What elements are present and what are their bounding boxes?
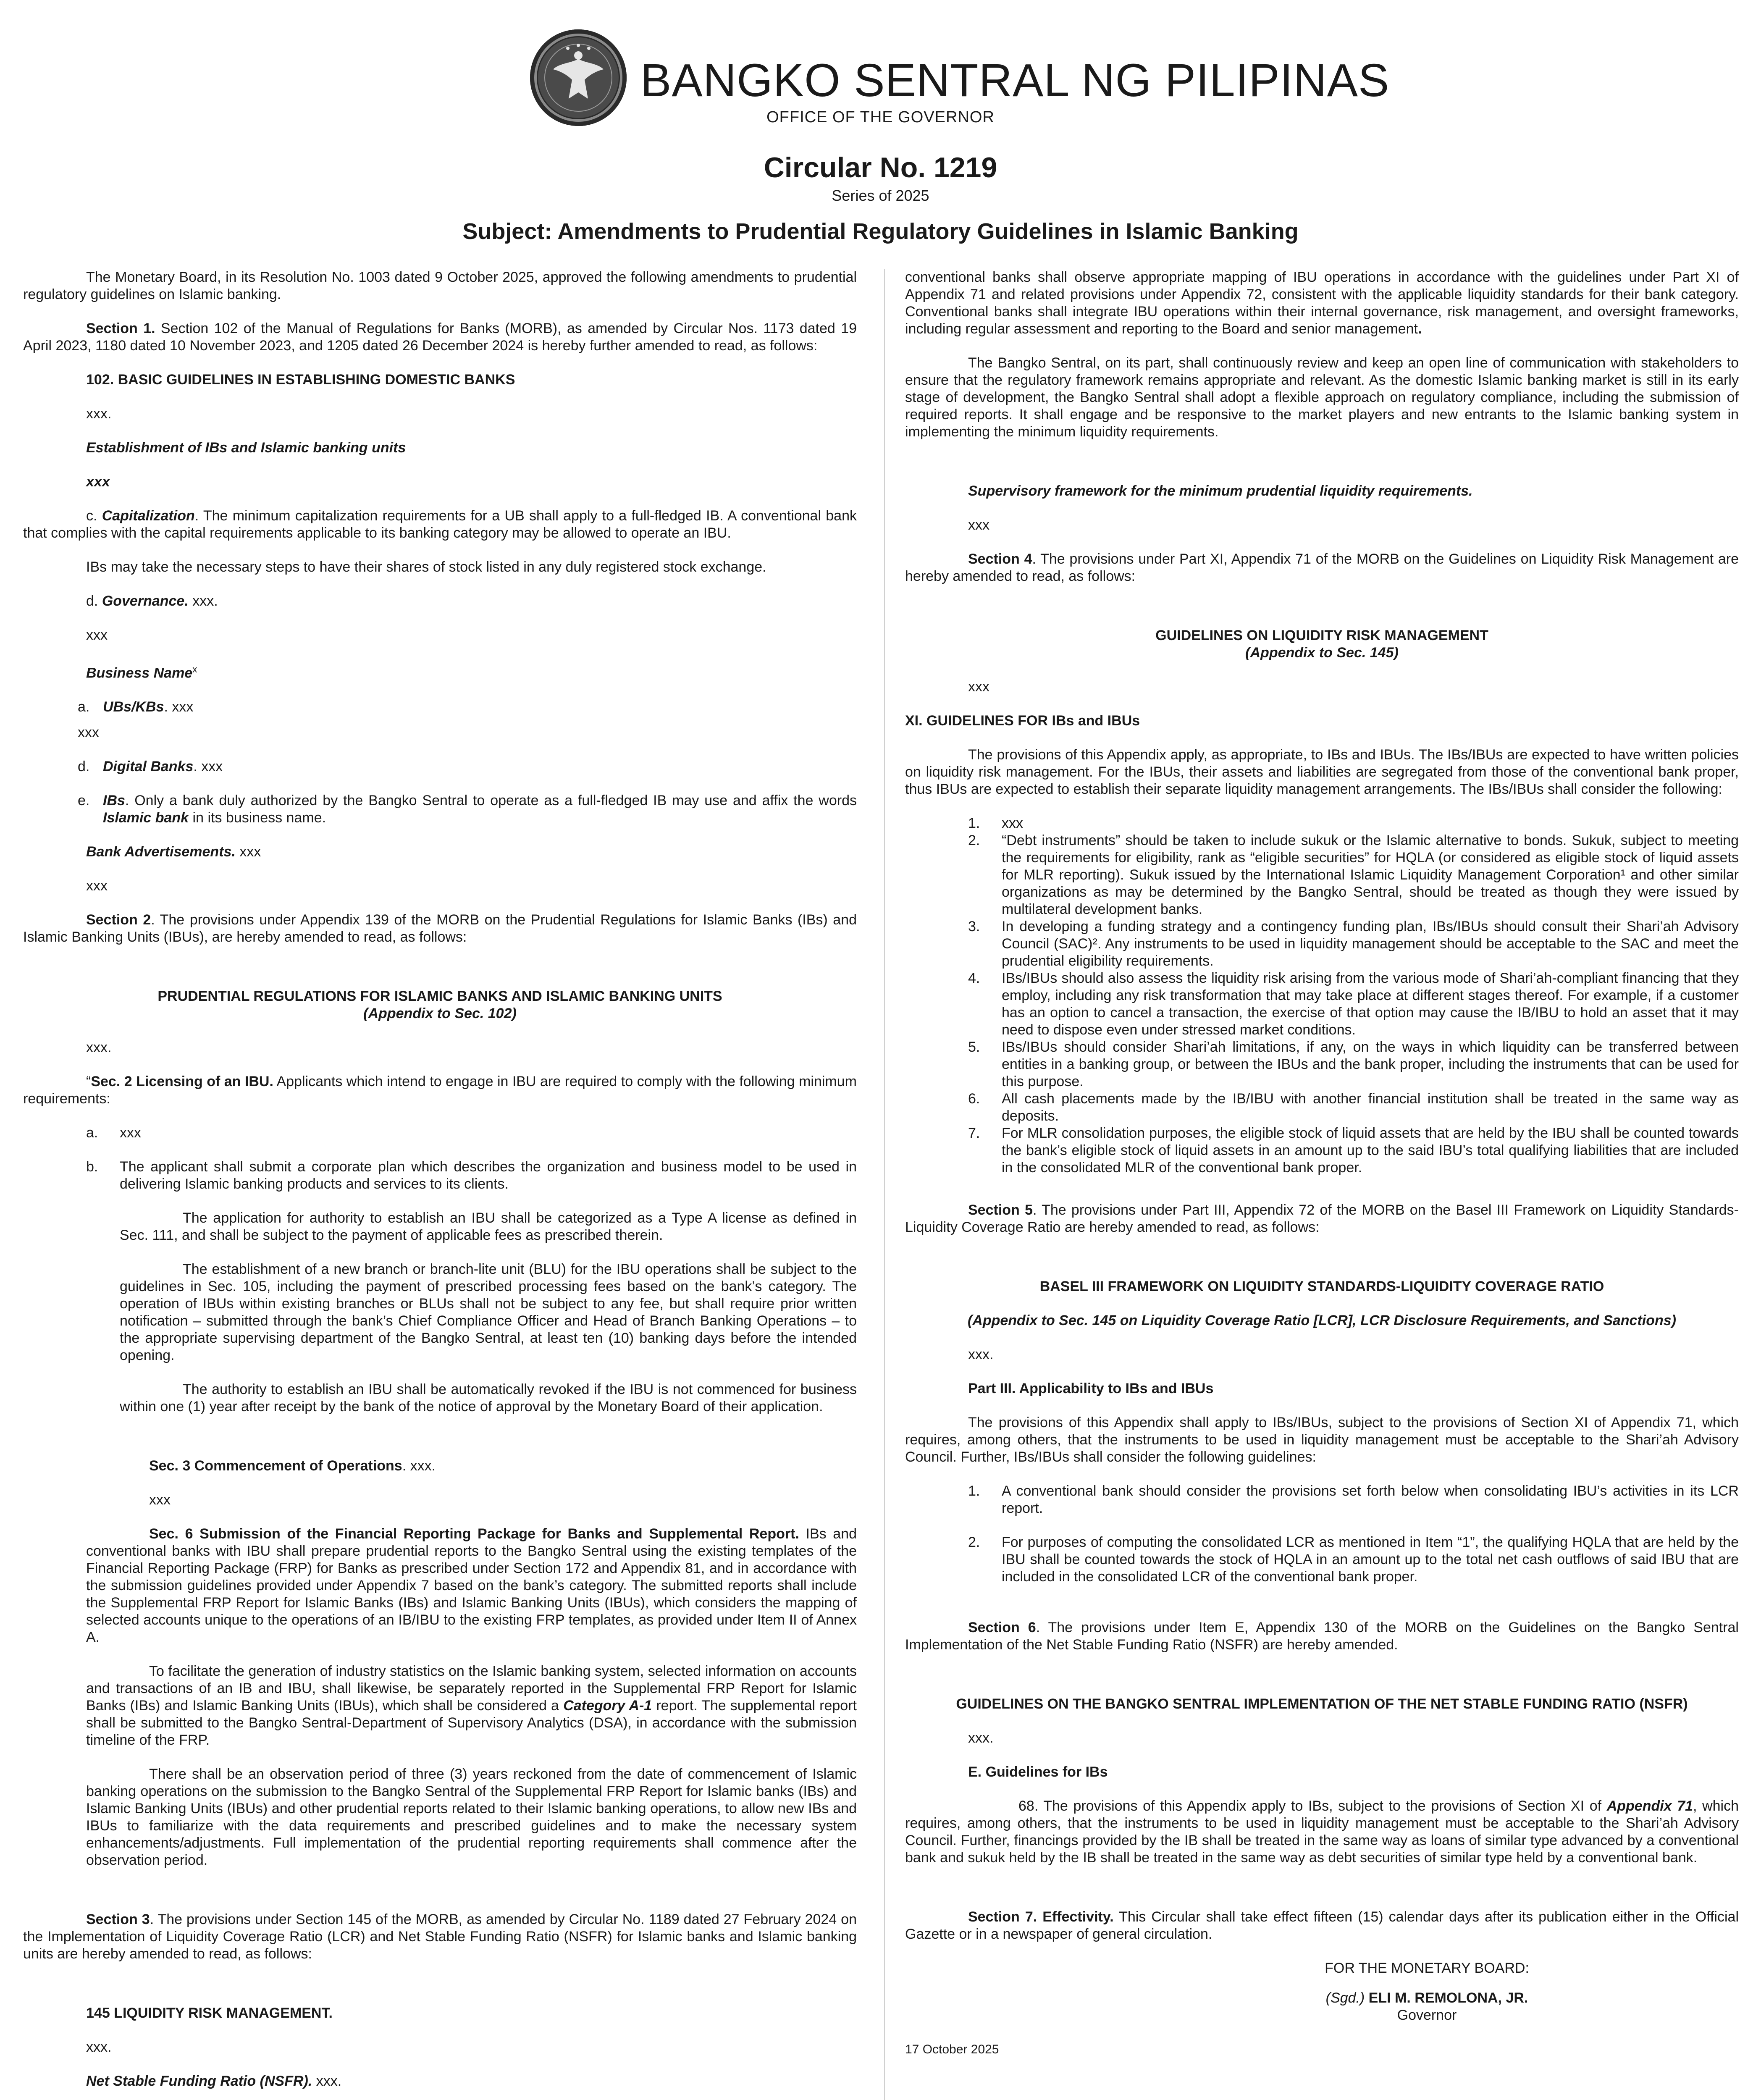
basel-subheading: (Appendix to Sec. 145 on Liquidity Coverage Ratio [LCR], LCR Disclosure Requirements, and Sanctions) <box>967 1312 1677 1328</box>
ellipsis-text: xxx <box>968 679 989 695</box>
prudential-regulations-subheading: (Appendix to Sec. 102) <box>363 1005 517 1022</box>
for-monetary-board: FOR THE MONETARY BOARD: <box>1325 1960 1529 1976</box>
capitalization-paragraph: c. Capitalization. The minimum capitalization requirements for a UB shall apply to a full-fledged IB. A conventional bank that complies with the capital requirements applicable to its banking category may be allowed to operate an IBU. <box>23 508 857 541</box>
signatory-title: Governor <box>1397 2007 1457 2023</box>
application-authority-paragraph: The application for authority to establish an IBU shall be categorized as a Type A license as defined in Sec. 111, and shall be subject to the payment of applicable fees as prescribed therein. <box>120 1210 857 1244</box>
intro-paragraph: The Monetary Board, in its Resolution No. 1003 dated 9 October 2025, approved the following amendments to prudential regulatory guidelines on Islamic banking. <box>23 269 857 302</box>
supervisory-framework-title: Supervisory framework for the minimum prudential liquidity requirements. <box>968 483 1473 499</box>
list-item: d. Digital Banks. xxx <box>78 759 223 775</box>
ellipsis-text: xxx. <box>86 2039 112 2055</box>
list-item: 6. All cash placements made by the IB/IBU with another financial institution shall be treated in the same way as deposits. <box>968 1091 1739 1124</box>
bank-name: BANGKO SENTRAL NG PILIPINAS <box>640 55 1390 106</box>
xi-heading: XI. GUIDELINES FOR IBs and IBUs <box>905 713 1140 729</box>
section-5-paragraph: Section 5. The provisions under Part III, Appendix 72 of the MORB on the Basel III Framework on Liquidity Standards-Liquidity Coverage Ratio are hereby amended to read, as follows: <box>905 1202 1739 1235</box>
series-year: Series of 2025 <box>832 187 929 204</box>
nsfr-title: Net Stable Funding Ratio (NSFR). xxx. <box>86 2073 342 2090</box>
section-3-paragraph: Section 3. The provisions under Section 145 of the MORB, as amended by Circular No. 1189 dated 27 February 2024 on the Implementation of Liquidity Coverage Ratio (LCR) and Net Stable Funding Ratio (NSFR) for Islamic banks and Islamic banking units are hereby amended to read, as follows: <box>23 1911 857 1962</box>
ellipsis-text: xxx <box>78 724 99 741</box>
list-item: e. IBs. Only a bank duly authorized by the Bangko Sentral to operate as a full-fledged IB may use and affix the words Islamic bank in its business name. <box>78 793 857 826</box>
circular-number: Circular No. 1219 <box>764 152 997 184</box>
ellipsis-text: xxx <box>968 517 989 533</box>
xi-paragraph: The provisions of this Appendix apply, as appropriate, to IBs and IBUs. The IBs/IBUs are expected to have written policies on liquidity risk management. For the IBUs, their assets and liabilities are segregated from those of the conventional bank proper, thus IBUs are expected to establish their separate liquidity management arrangements. The IBs/IBUs shall consider the following: <box>905 747 1739 797</box>
section-4-paragraph: Section 4. The provisions under Part XI, Appendix 71 of the MORB on the Guidelines on Liquidity Risk Management are hereby amended to read, as follows: <box>905 551 1739 584</box>
heading-102: 102. BASIC GUIDELINES IN ESTABLISHING DOMESTIC BANKS <box>86 372 515 388</box>
letterhead <box>0 25 1761 277</box>
industry-statistics-paragraph: To facilitate the generation of industry statistics on the Islamic banking system, selected information on accounts and transactions of an IB and IBU, shall likewise, be separately reported in the Supplemental FRP Report for Islamic Banks (IBs) and Islamic Banking Units (IBUs), which shall be considered a Category A-1 report. The supplemental report shall be submitted to the Bangko Sentral-Department of Supervisory Analytics (DSA), in accordance with the submission timeline of the FRP. <box>86 1663 857 1748</box>
list-item: 1. xxx <box>968 815 1023 831</box>
governance-paragraph: d. Governance. xxx. <box>86 593 218 609</box>
basel-heading: BASEL III FRAMEWORK ON LIQUIDITY STANDARDS-LIQUIDITY COVERAGE RATIO <box>1039 1278 1604 1294</box>
licensing-paragraph: “Sec. 2 Licensing of an IBU. Applicants which intend to engage in IBU are required to comply with the following minimum requirements: <box>23 1074 857 1107</box>
ellipsis-text: xxx <box>86 474 110 490</box>
nsfr-heading: GUIDELINES ON THE BANGKO SENTRAL IMPLEMENTATION OF THE NET STABLE FUNDING RATIO (NSFR) <box>956 1696 1688 1712</box>
signatory-name: (Sgd.) ELI M. REMOLONA, JR. <box>1325 1990 1528 2006</box>
office-name: OFFICE OF THE GOVERNOR <box>766 108 995 126</box>
commencement-heading: Sec. 3 Commencement of Operations. xxx. <box>149 1458 436 1474</box>
list-item: 7. For MLR consolidation purposes, the eligible stock of liquid assets that are held by the IBU shall be counted towards the bank’s eligible stock of liquid assets in an amount up to the said IBU’s total qualifying liabilities that are included in the consolidated MLR of the conventional bank proper. <box>968 1125 1739 1176</box>
part-iii-list <box>905 1483 1739 1586</box>
ellipsis-text: xxx. <box>968 1347 994 1362</box>
section-7-paragraph: Section 7. Effectivity. This Circular shall take effect fifteen (15) calendar days after its publication either in the Official Gazette or in a newspaper of general circulation. <box>905 1909 1739 1942</box>
part-iii-paragraph: The provisions of this Appendix shall apply to IBs/IBUs, subject to the provisions of Section XI of Appendix 71, which requires, among others, that the instruments to be used in liquidity management must be acceptable to the Shari’ah Advisory Council. Further, IBs/IBUs shall consider the following guidelines: <box>905 1415 1739 1465</box>
continuation-paragraph: conventional banks shall observe appropriate mapping of IBU operations in accordance with the guidelines under Part XI of Appendix 71 and related provisions under Appendix 72, consistent with the applicable liquidity standards for their bank category. Conventional banks shall integrate IBU operations within their internal governance, risk management, and oversight frameworks, including regular assessment and reporting to the Board and senior management. <box>905 269 1739 337</box>
business-name-title: Business Name$^x$ <box>86 664 197 681</box>
stock-listing-paragraph: IBs may take the necessary steps to have their shares of stock listed in any duly registered stock exchange. <box>86 559 766 575</box>
list-item: b. The applicant shall submit a corporate plan which describes the organization and business model to be used in delivering Islamic banking products and services to its clients. <box>86 1159 857 1192</box>
section-6-paragraph: Section 6. The provisions under Item E, Appendix 130 of the MORB on the Guidelines on the Bangko Sentral Implementation of the Net Stable Funding Ratio (NSFR) are hereby amended. <box>905 1620 1739 1653</box>
subject-line: Subject: Amendments to Prudential Regulatory Guidelines in Islamic Banking <box>462 219 1299 244</box>
licensing-list <box>23 1124 857 1193</box>
liquidity-guidelines-heading: GUIDELINES ON LIQUIDITY RISK MANAGEMENT <box>1155 627 1488 643</box>
left-column <box>23 269 857 2100</box>
list-item: 4. IBs/IBUs should also assess the liquidity risk arising from the various mode of Shari’ah-compliant financing that they employ, including any risk transformation that may take place at different stages thereof. For example, if a customer has an option to cancel a transaction, the exercise of that option may cause the IB/IBU to hold an asset that it may need to dispose even under stressed market conditions. <box>968 970 1739 1038</box>
frp-submission-paragraph: Sec. 6 Submission of the Financial Reporting Package for Banks and Supplemental Report. IBs and conventional banks with IBU shall prepare prudential reports to the Bangko Sentral using the existing templates of the Financial Reporting Package (FRP) for Banks as prescribed under Section 172 and Appendix 81, and in accordance with the submission guidelines provided under Appendix 7 based on the bank’s category. The submitted reports shall include the Supplemental FRP Report for Islamic Banks (IBs) and Islamic Banking Units (IBUs), which considers the mapping of selected accounts unique to the operations of an IB/IBU to the existing FRP templates, as provided under Item II of Annex A. <box>86 1526 857 1646</box>
open-communication-paragraph: The Bangko Sentral, on its part, shall continuously review and keep an open line of communication with stakeholders to ensure that the regulatory framework remains appropriate and relevant. As the domestic Islamic banking market is still in its early stage of development, the Bangko Sentral shall adopt a flexible approach on regulatory compliance, including the submission of required reports. It shall engage and be responsive to the market players and new entrants to the Islamic banking system in implementing the minimum liquidity requirements. <box>905 355 1739 440</box>
ellipsis-text: xxx. <box>968 1730 994 1746</box>
bank-advertisements: Bank Advertisements. xxx <box>86 844 261 860</box>
section-1-paragraph: Section 1. Section 102 of the Manual of Regulations for Banks (MORB), as amended by Circular Nos. 1173 dated 19 April 2023, 1180 dated 10 November 2023, and 1205 dated 26 December 2024 is hereby further amended to read, as follows: <box>23 320 857 354</box>
signature-block <box>1115 1960 1739 2024</box>
ellipsis-text: xxx. <box>86 406 112 422</box>
prudential-regulations-heading: PRUDENTIAL REGULATIONS FOR ISLAMIC BANKS AND ISLAMIC BANKING UNITS <box>157 988 722 1005</box>
business-name-list-continued <box>23 758 857 827</box>
guidelines-for-ibs-heading: E. Guidelines for IBs <box>968 1764 1108 1780</box>
part-iii-heading: Part III. Applicability to IBs and IBUs <box>968 1381 1214 1396</box>
list-item: a. xxx <box>86 1125 141 1141</box>
issue-date: 17 October 2025 <box>905 2042 999 2056</box>
list-item: 2. “Debt instruments” should be taken to include sukuk or the Islamic alternative to bonds. Sukuk, subject to meeting the requirements for eligibility, rank as “eligible securities” for HQLA (or considered as eligible stock of liquid assets for MLR reporting). Sukuk issued by the International Islamic Liquidity Management Corporation¹ and other similar organizations as may be determined by the Bangko Sentral, should be treated as though they were issued by multilateral development banks. <box>968 832 1739 917</box>
observation-period-paragraph: There shall be an observation period of three (3) years reckoned from the date of commencement of Islamic banking operations on the submission to the Bangko Sentral of the Supplemental FRP Report for Islamic banks (IBs) and Islamic Banking Units (IBUs) and other prudential reports related to their Islamic banking operations, to allow new IBs and IBUs to familiarize with the data requirements and prescribed guidelines and to make the necessary system enhancements/adjustments. Full implementation of the prudential reporting requirements shall commence after the observation period. <box>86 1766 857 1869</box>
right-column <box>905 269 1739 2075</box>
list-item: a. UBs/KBs. xxx <box>78 699 194 715</box>
list-item: 3. In developing a funding strategy and a contingency funding plan, IBs/IBUs should consult their Shari’ah Advisory Council (SAC)². Any instruments to be used in liquidity management should be acceptable to the SAC and meet the prudential eligibility requirements. <box>968 919 1739 969</box>
list-item: 1. A conventional bank should consider the provisions set forth below when consolidating IBU’s activities in its LCR report. <box>968 1483 1739 1516</box>
list-item: 2. For purposes of computing the consolidated LCR as mentioned in Item “1”, the qualifying HQLA that are held by the IBU shall be counted towards the stock of HQLA in an amount up to the total net cash outflows of said IBU that are included in the consolidated LCR of the conventional bank proper. <box>968 1534 1739 1585</box>
column-divider <box>884 269 885 2100</box>
ellipsis-text: xxx <box>149 1492 171 1508</box>
branch-establishment-paragraph: The establishment of a new branch or branch-lite unit (BLU) for the IBU operations shall be subject to the guidelines in Sec. 105, including the payment of prescribed processing fees based on the bank’s category. The operation of IBUs within existing branches or BLUs shall not be subject to any fee, but shall require prior written notification – submitted through the bank’s Chief Compliance Officer and Head of Branch Banking Operations – to the appropriate supervising department of the Bangko Sentral, at least ten (10) banking days before the intended opening. <box>120 1261 857 1364</box>
list-item: 5. IBs/IBUs should consider Shari’ah limitations, if any, on the ways in which liquidity can be transferred between entities in a banking group, or between the IBUs and the bank proper, including the instruments that can be used for this purpose. <box>968 1039 1739 1089</box>
ellipsis-text: xxx <box>86 627 108 643</box>
liquidity-guidelines-subheading: (Appendix to Sec. 145) <box>1245 645 1399 661</box>
xi-guidelines-list <box>905 815 1739 1176</box>
ellipsis-text: xxx. <box>86 1040 112 1056</box>
revocation-paragraph: The authority to establish an IBU shall be automatically revoked if the IBU is not commenced for business within one (1) year after receipt by the bank of the notice of approval by the Monetary Board of their application. <box>120 1381 857 1415</box>
heading-145: 145 LIQUIDITY RISK MANAGEMENT. <box>86 2005 333 2021</box>
establishment-title: Establishment of IBs and Islamic banking units <box>86 440 406 456</box>
section-2-paragraph: Section 2. The provisions under Appendix 139 of the MORB on the Prudential Regulations for Islamic Banks (IBs) and Islamic Banking Units (IBUs), are hereby amended to read, as follows: <box>23 912 857 945</box>
item-68-paragraph: 68. The provisions of this Appendix apply to IBs, subject to the provisions of Section XI of Appendix 71, which requires, among others, that the instruments to be used in liquidity management must be acceptable to the Shari’ah Advisory Council. Further, financings provided by the IB shall be treated in the same way as loans of similar type advanced by a conventional bank and sukuk held by the IB shall be treated in the same way as debt securities of similar type held by a conventional bank. <box>905 1798 1739 1866</box>
ellipsis-text: xxx <box>86 878 108 894</box>
business-name-list <box>23 698 857 716</box>
